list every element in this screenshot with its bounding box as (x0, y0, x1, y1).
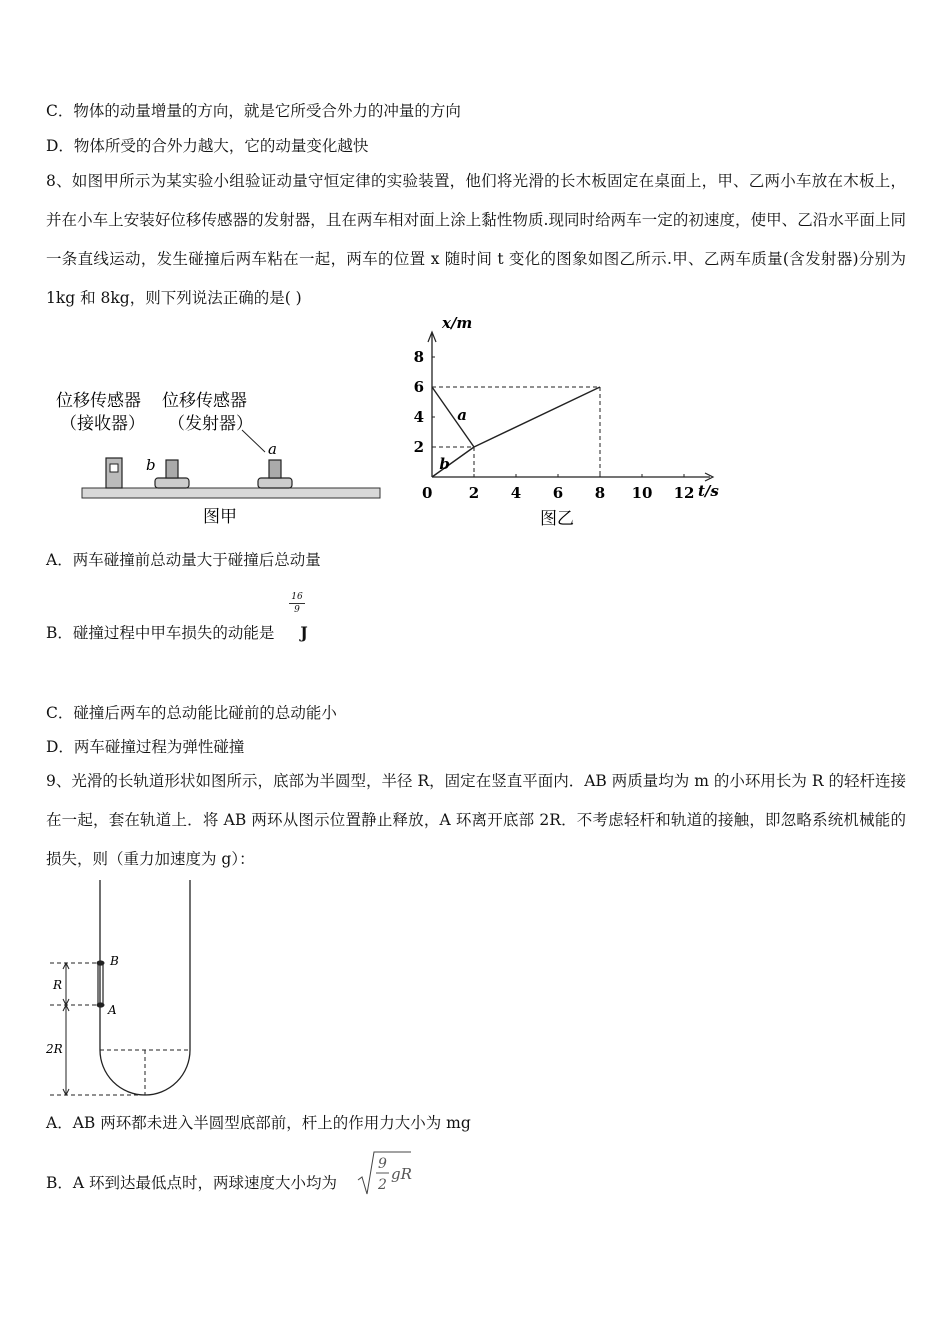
receiver-label-2: （接收器） (60, 414, 145, 434)
sqrt-tail: gR (391, 1165, 412, 1183)
question-8-text: 8、如图甲所示为某实验小组验证动量守恒定律的实验装置，他们将光滑的长木板固定在桌面上，甲、乙两小车放在木板上，并在小车上安装好位移传感器的发射器，且在两车相对面上涂上黏性物质.现同时给两车一定的初速度，使甲、乙沿水平面上同一条直线运动，发生碰撞后两车粘在一起，两车的位置 x 随时间 t 变化的图象如图乙所示.甲、乙两车质量(含发射器)分别为 1kg 和 8kg，则下列说法正确的是( ) (46, 172, 906, 307)
y-tick-label: 4 (413, 408, 424, 426)
q8-option-d: D．两车碰撞过程为弹性碰撞 (46, 738, 245, 756)
x-tick-label: 6 (552, 484, 564, 502)
x-tick-label: 2 (468, 484, 480, 502)
label-B: B (110, 954, 119, 968)
track-figure (40, 875, 210, 1105)
sqrt-numerator: 9 (378, 1156, 387, 1172)
pointer-line (242, 430, 265, 452)
cart-a (258, 460, 292, 488)
option-d-prev: D．物体所受的合外力越大，它的动量变化越快 (46, 137, 369, 155)
cart-a-label: a (268, 440, 277, 458)
figure-jia-caption: 图甲 (203, 507, 237, 527)
label-A: A (108, 1003, 117, 1017)
figure-jia (56, 380, 390, 530)
fraction-denominator: 9 (294, 605, 300, 615)
q9-option-b (46, 1173, 337, 1193)
ring-B (97, 960, 105, 965)
y-tick-label: 8 (413, 348, 424, 366)
x-tick-label: 10 (631, 484, 653, 502)
q9-option-b-prefix: B．A 环到达最低点时，两球速度大小均为 (46, 1174, 338, 1192)
label-R: R (53, 978, 63, 992)
q8-option-b (46, 623, 308, 643)
series-a-label: a (457, 406, 467, 424)
y-tick-label: 2 (413, 438, 424, 456)
q8-option-c: C．碰撞后两车的总动能比碰前的总动能小 (46, 704, 337, 722)
question-9-text: 9、光滑的长轨道形状如图所示，底部为半圆型，半径 R，固定在竖直平面内．AB 两质量均为 m 的小环用长为 R 的轻杆连接在一起，套在轨道上．将 AB 两环从图示位置静止释放，A 环离开底部 2R．不考虑轻杆和轨道的接触，即忽略系统机械能的损失，则（重力加速度为 g）： (46, 772, 906, 868)
q8-option-b-unit: J (300, 623, 308, 642)
wooden-board (82, 488, 380, 498)
q8-option-b-prefix: B．碰撞过程中甲车损失的动能是 (46, 624, 275, 642)
cart-b-label: b (146, 456, 156, 474)
ring-A (97, 1002, 105, 1007)
figure-yi-chart (400, 310, 740, 535)
chart-caption: 图乙 (540, 509, 574, 529)
q8-option-a: A．两车碰撞前总动量大于碰撞后总动量 (46, 551, 321, 569)
x-tick-label: 4 (510, 484, 522, 502)
sqrt-expression (356, 1148, 416, 1200)
y-axis-label: x/m (442, 314, 473, 332)
origin-label: 0 (422, 484, 433, 502)
q8-option-b-fraction (289, 592, 305, 615)
series-b-line (432, 447, 474, 477)
fraction-numerator: 16 (291, 592, 303, 602)
x-axis-label: t/s (698, 482, 719, 500)
receiver-label-1: 位移传感器 (56, 391, 141, 411)
label-2R: 2R (46, 1042, 63, 1056)
emitter-label-2: （发射器） (168, 414, 253, 434)
q9-option-a: A．AB 两环都未进入半圆型底部前，杆上的作用力大小为 mg (46, 1114, 471, 1132)
receiver-device (106, 458, 122, 488)
y-tick-label: 6 (413, 378, 424, 396)
x-tick-label: 12 (673, 484, 695, 502)
sqrt-denominator: 2 (378, 1177, 387, 1193)
emitter-label-1: 位移传感器 (162, 391, 247, 411)
cart-b (155, 460, 189, 488)
option-c-prev: C．物体的动量增量的方向，就是它所受合外力的冲量的方向 (46, 102, 461, 120)
series-b-label: b (439, 454, 450, 473)
x-tick-label: 8 (594, 484, 606, 502)
